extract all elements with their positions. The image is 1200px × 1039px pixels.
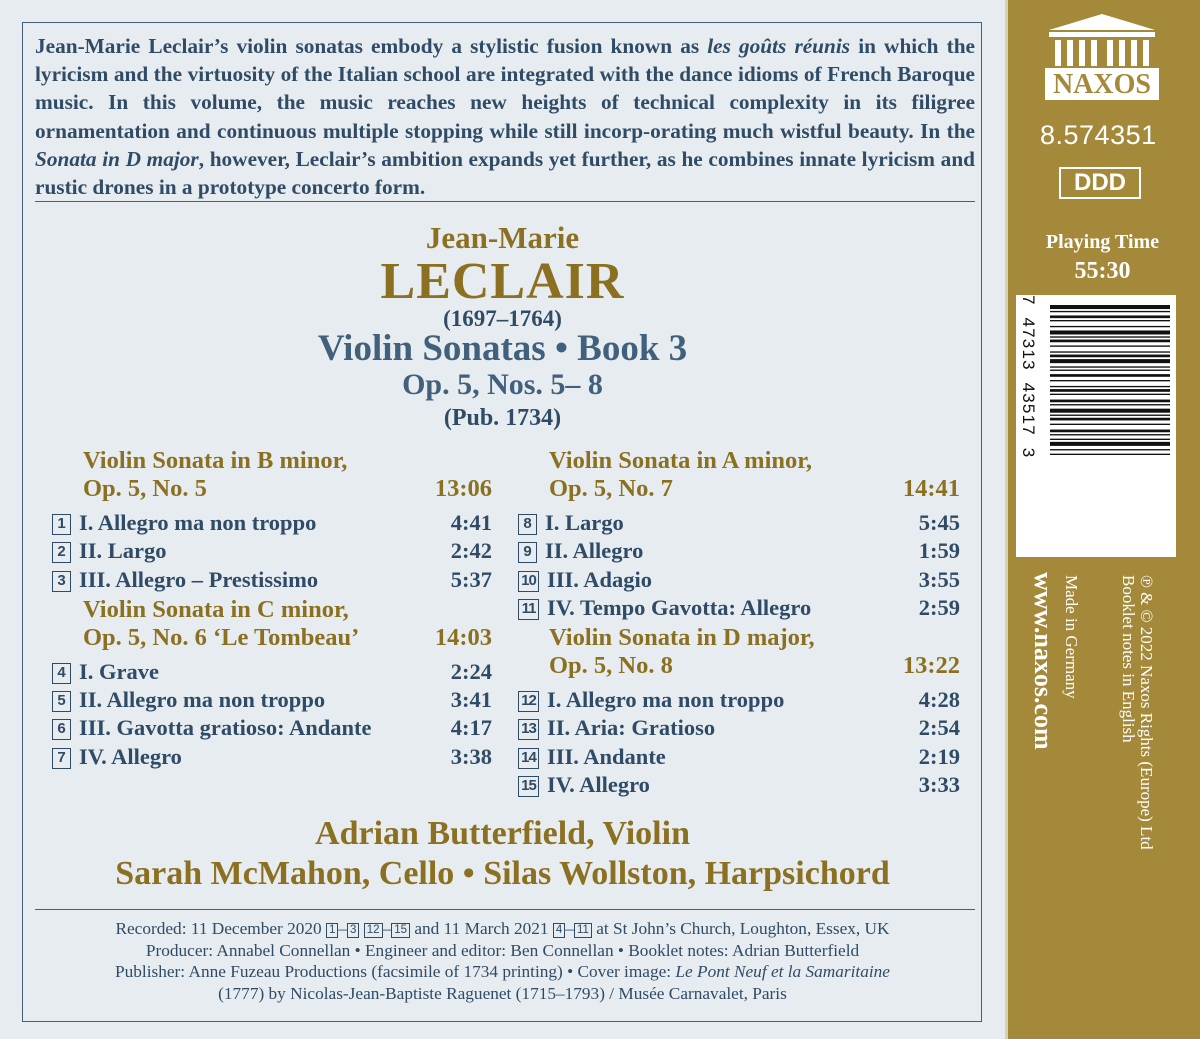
- barcode: [1016, 295, 1176, 557]
- track-duration: 5:37: [450, 566, 492, 592]
- blurb-text: in which the lyricism and the virtuosity of the Italian school are integrated with the dance idioms of French Baroque music. In this volume, the music reaches new heights of technical complexity in its filigree ornamentation and continuous multiple stopping while still incorp-orating much wistful beauty. In the: [35, 34, 975, 143]
- track-box: 12: [364, 923, 383, 938]
- track-duration: 2:19: [918, 743, 960, 769]
- sonata-opus: Op. 5, No. 7: [549, 475, 673, 502]
- barcode-bar: [1050, 366, 1170, 367]
- track-title: I. Allegro ma non troppo: [79, 510, 317, 535]
- credits-text: Recorded: 11 December 2020: [115, 919, 322, 938]
- ddd-badge: DDD: [1059, 167, 1141, 199]
- booklet-language-text: Booklet notes in English: [1119, 575, 1138, 743]
- credits-text: and 11 March 2021: [414, 919, 549, 938]
- barcode-bar: [1050, 409, 1170, 413]
- barcode-bar: [1050, 340, 1170, 343]
- barcode-bar: [1050, 355, 1170, 358]
- track: [518, 566, 960, 594]
- track-number: 7: [52, 748, 71, 769]
- playing-time-value: 55:30: [1074, 258, 1131, 284]
- barcode-bar: [1050, 345, 1170, 346]
- barcode-bar: [1050, 386, 1170, 387]
- track: [518, 686, 960, 714]
- track-title: IV. Allegro: [547, 772, 650, 798]
- performer-line-1: Adrian Butterfield, Violin: [315, 815, 690, 852]
- track-number: 5: [52, 691, 71, 712]
- track-number: 2: [52, 542, 71, 563]
- sonata-title: Violin Sonata in A minor,: [549, 447, 813, 474]
- barcode-bar: [1050, 430, 1170, 433]
- barcode-bar: [1050, 404, 1170, 405]
- barcode-bar: [1050, 336, 1170, 337]
- track: [52, 566, 492, 594]
- track-title: II. Largo: [79, 538, 167, 564]
- sonata-title: Violin Sonata in D major,: [549, 624, 815, 652]
- track-title: III. Allegro – Prestissimo: [79, 566, 319, 592]
- track-title: I. Allegro ma non troppo: [547, 687, 785, 713]
- barcode-bar: [1050, 374, 1170, 377]
- sonata-duration: 13:22: [902, 652, 960, 680]
- track-number: 12: [518, 691, 539, 712]
- sonata-duration: 13:06: [434, 475, 492, 502]
- barcode-bar: [1050, 370, 1170, 371]
- divider: [35, 201, 975, 202]
- barcode-bar: [1050, 315, 1170, 318]
- website-link[interactable]: www.naxos.com: [1029, 572, 1058, 750]
- track-duration: 3:33: [918, 772, 960, 798]
- blurb-italic: Sonata in D major: [35, 146, 199, 171]
- sonata-duration: 14:41: [902, 475, 960, 502]
- sonata-title: Violin Sonata in B minor,: [83, 447, 348, 474]
- description-paragraph: [35, 32, 975, 201]
- barcode-bar: [1050, 454, 1170, 455]
- barcode-bar: [1050, 326, 1170, 327]
- track-duration: 1:59: [918, 538, 960, 564]
- track-duration: 4:17: [450, 715, 492, 741]
- barcode-bar: [1050, 400, 1170, 403]
- barcode-bar: [1050, 394, 1170, 395]
- dash: –: [382, 919, 392, 938]
- barcode-bar: [1050, 389, 1170, 392]
- track-duration: 2:59: [918, 594, 960, 620]
- track: [518, 714, 960, 742]
- track: [52, 537, 492, 565]
- track-duration: 3:41: [450, 687, 492, 713]
- track-duration: 2:24: [450, 658, 492, 684]
- track-number: 14: [518, 748, 539, 769]
- tracklist-right: [518, 447, 960, 799]
- barcode-bar: [1050, 330, 1170, 334]
- track-title: III. Gavotta gratioso: Andante: [79, 715, 372, 741]
- track-number: 15: [518, 776, 539, 797]
- track-duration: 3:55: [918, 566, 960, 592]
- track-box: 1: [326, 923, 338, 938]
- catalog-number: 8.574351: [1040, 120, 1157, 150]
- credits-recorded: [0, 918, 1005, 940]
- track: [52, 509, 492, 537]
- track-duration: 3:38: [450, 743, 492, 769]
- sonata-heading: [518, 624, 960, 680]
- logo-architrave: [1049, 32, 1155, 37]
- track-box: 11: [574, 923, 592, 938]
- track-title: III. Adagio: [547, 566, 653, 592]
- barcode-bar: [1050, 415, 1170, 416]
- track-title: I. Largo: [545, 510, 624, 535]
- dash: –: [338, 919, 348, 938]
- track-box: 4: [553, 923, 565, 938]
- track: [52, 743, 492, 771]
- performer-line-2: Sarah McMahon, Cello • Silas Wollston, Harpsichord: [115, 855, 890, 892]
- rights-text: ℗ & © 2022 Naxos Rights (Europe) Ltd: [1137, 575, 1156, 850]
- track-box: 15: [391, 923, 410, 938]
- track-number: 13: [518, 719, 539, 740]
- track: [518, 771, 960, 799]
- track-duration: 4:41: [450, 510, 492, 535]
- track-duration: 2:54: [918, 715, 960, 741]
- credits-cover-artist: (1777) by Nicolas-Jean-Baptiste Raguenet (1715–1793) / Musée Carnavalet, Paris: [218, 983, 787, 1003]
- track-duration: 2:42: [450, 538, 492, 564]
- track-title: II. Allegro: [545, 538, 644, 564]
- blurb-text: , however, Leclair’s ambition expands yet further, as he combines innate lyricism and rustic drones in a prototype concerto form.: [35, 146, 976, 200]
- barcode-bar: [1050, 439, 1170, 440]
- barcode-bar: [1050, 359, 1170, 363]
- barcode-bar: [1050, 320, 1170, 321]
- sonata-opus: Op. 5, No. 8: [549, 652, 673, 680]
- track-number: 11: [518, 599, 539, 620]
- blurb-text: Jean-Marie Leclair’s violin sonatas embody a stylistic fusion known as: [35, 34, 708, 58]
- track-number: 3: [52, 571, 71, 592]
- barcode-bar: [1050, 305, 1170, 309]
- track: [518, 594, 960, 622]
- track-title: II. Allegro ma non troppo: [79, 687, 326, 713]
- barcode-digits: 7 47313 43517 3: [1019, 295, 1038, 459]
- track-box: 3: [347, 923, 359, 938]
- track: [52, 686, 492, 714]
- track-title: I. Grave: [79, 658, 159, 684]
- sonata-heading: [52, 596, 492, 652]
- barcode-bar: [1050, 311, 1170, 312]
- barcode-bar: [1050, 351, 1170, 352]
- composer-last-name: LECLAIR: [380, 253, 625, 310]
- sonata-duration: 14:03: [434, 623, 492, 651]
- credits-text: Publisher: Anne Fuzeau Productions (facsimile of 1734 printing) • Cover image:: [115, 962, 676, 981]
- track: [52, 714, 492, 742]
- work-publication: (Pub. 1734): [443, 405, 562, 431]
- track-number: 10: [518, 571, 539, 592]
- track-number: 8: [518, 514, 537, 535]
- track: [52, 658, 492, 686]
- track: [518, 743, 960, 771]
- composer-dates: (1697–1764): [443, 306, 562, 331]
- sonata-opus: Op. 5, No. 5: [83, 475, 207, 502]
- sonata-heading: [52, 447, 492, 503]
- track-number: 1: [52, 514, 71, 535]
- track-number: 4: [52, 663, 71, 684]
- track-number: 9: [518, 542, 537, 563]
- credits-italic: Le Pont Neuf et la Samaritaine: [675, 962, 890, 981]
- credits-publisher: [0, 961, 1005, 983]
- naxos-logo: [1043, 10, 1161, 102]
- sonata-opus: Op. 5, No. 6 ‘Le Tombeau’: [83, 623, 360, 651]
- barcode-bar: [1050, 380, 1170, 381]
- logo-text: NAXOS: [1052, 69, 1152, 100]
- made-in-text: Made in Germany: [1062, 575, 1081, 699]
- barcode-bar: [1050, 418, 1170, 421]
- playing-time-label: Playing Time: [1045, 231, 1160, 253]
- spine-divider: [1005, 0, 1008, 1039]
- sonata-title: Violin Sonata in C minor,: [83, 595, 349, 623]
- work-title: Violin Sonatas • Book 3: [317, 328, 688, 369]
- track-title: III. Andante: [547, 743, 666, 769]
- barcode-bars: [1016, 295, 1176, 557]
- barcode-bar: [1050, 434, 1170, 435]
- track-duration: 5:45: [918, 510, 960, 535]
- blurb-italic: les goûts réunis: [707, 34, 851, 58]
- track: [518, 509, 960, 537]
- credits-producer: Producer: Annabel Connellan • Engineer and editor: Ben Connellan • Booklet notes: Adrian Butterfield: [145, 940, 860, 960]
- track-title: II. Aria: Gratioso: [547, 715, 716, 741]
- divider: [35, 909, 975, 910]
- composer-first-name: Jean-Marie: [425, 220, 580, 255]
- credits: [0, 918, 1005, 1004]
- track: [518, 537, 960, 565]
- track-duration: 4:28: [918, 687, 960, 713]
- barcode-bar: [1050, 442, 1170, 446]
- work-opus: Op. 5, Nos. 5– 8: [402, 368, 603, 401]
- dash: –: [565, 919, 574, 938]
- track-number: 6: [52, 719, 71, 740]
- tracklist-left: [52, 447, 492, 771]
- track-title: IV. Tempo Gavotta: Allegro: [547, 594, 812, 620]
- track-title: IV. Allegro: [79, 743, 182, 769]
- credits-text: at St John’s Church, Loughton, Essex, UK: [596, 919, 890, 938]
- barcode-bar: [1050, 424, 1170, 425]
- sonata-heading: [518, 447, 960, 503]
- barcode-bar: [1050, 449, 1170, 450]
